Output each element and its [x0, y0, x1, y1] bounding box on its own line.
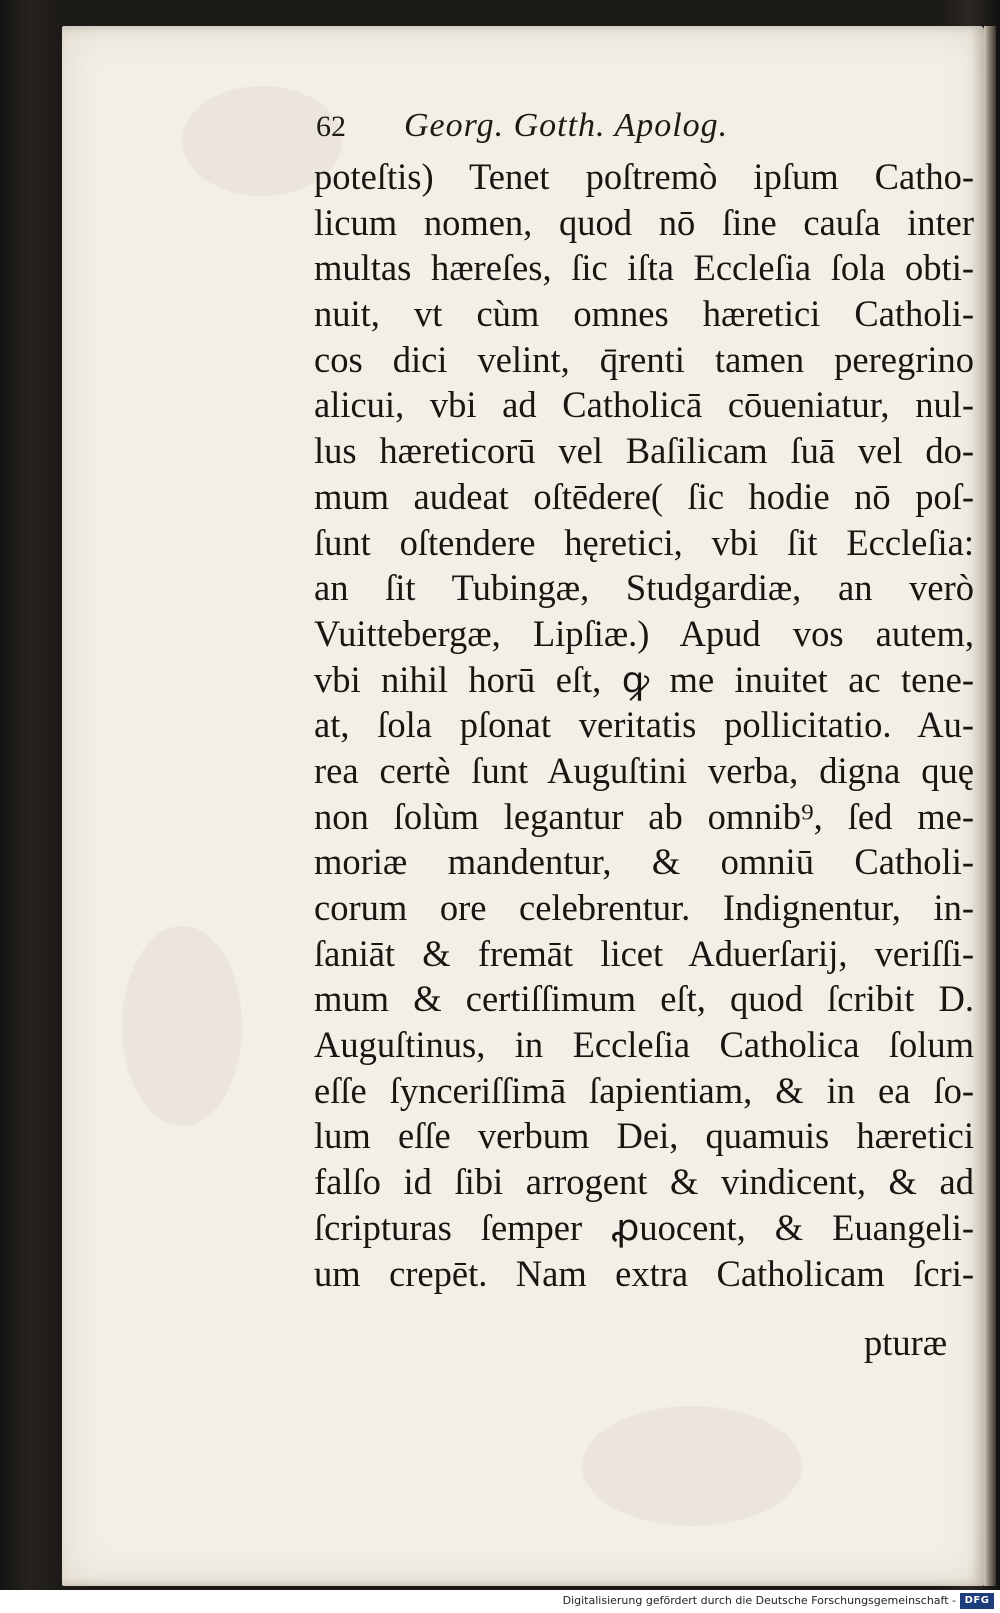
text-line: eſſe ſynceriſſimā ſapientiam, & in ea ſo- — [314, 1069, 974, 1111]
text-line: ſunt oſtendere hęretici, vbi ſit Eccleſia: — [314, 521, 974, 563]
text-line: falſo id ſibi arrogent & vindicent, & ad — [314, 1161, 974, 1203]
text-line: mum & certiſſimum eſt, quod ſcribit D. — [314, 978, 974, 1020]
text-line: nuit, vt cùm omnes hæretici Catholi- — [314, 293, 974, 335]
catchword: pturæ — [864, 1322, 948, 1363]
digitization-credit: Digitalisierung gefördert durch die Deutsche Forschungsgemeinschaft - — [562, 1594, 956, 1607]
text-line: mum audeat oſtēdere( ſic hodie nō poſ- — [314, 475, 974, 517]
text-line: ſcripturas ſemper ꝓuocent, & Euangeli- — [314, 1206, 974, 1248]
running-head-title: Georg. Gotth. Apolog. — [404, 107, 729, 144]
text-line: Auguſtinus, in Eccleſia Catholica ſolum — [314, 1024, 974, 1066]
page-edge — [984, 26, 996, 1586]
text-line: vbi nihil horū eſt, ꝙ me inuitet ac tene- — [314, 658, 974, 700]
running-head — [316, 98, 876, 154]
text-line: rea certè ſunt Auguſtini verba, digna quę — [314, 749, 974, 791]
text-line: non ſolùm legantur ab omnib⁹, ſed me- — [314, 795, 974, 837]
text-line: lus hæreticorū vel Baſilicam ſuā vel do- — [314, 430, 974, 472]
text-line: alicui, vbi ad Catholicā cōueniatur, nul- — [314, 384, 974, 426]
paper-stain — [122, 926, 242, 1126]
text-line: lum eſſe verbum Dei, quamuis hæretici — [314, 1115, 974, 1157]
text-line: cos dici velint, q̄renti tamen peregrino — [314, 338, 974, 380]
text-line: licum nomen, quod nō ſine cauſa inter — [314, 201, 974, 243]
text-line: um crepēt. Nam extra Catholicam ſcri- — [314, 1252, 974, 1294]
text-line: moriæ mandentur, & omniū Catholi- — [314, 841, 974, 883]
text-line: ſaniāt & fremāt licet Aduerſarij, veriſſi- — [314, 932, 974, 974]
body-text — [314, 154, 974, 1296]
dfg-logo[interactable]: DFG — [960, 1593, 994, 1609]
text-line: an ſit Tubingæ, Studgardiæ, an verò — [314, 567, 974, 609]
text-line: corum ore celebrentur. Indignentur, in- — [314, 887, 974, 928]
text-line: poteſtis) Tenet poſtremò ipſum Catho- — [314, 156, 974, 197]
paper-stain — [582, 1406, 802, 1526]
text-line: multas hæreſes, ſic iſta Eccleſia ſola obti- — [314, 247, 974, 289]
page-number: 62 — [316, 110, 346, 143]
text-line: Vuittebergæ, Lipſiæ.) Apud vos autem, — [314, 612, 974, 654]
text-line: at, ſola pſonat veritatis pollicitatio. Au- — [314, 704, 974, 746]
